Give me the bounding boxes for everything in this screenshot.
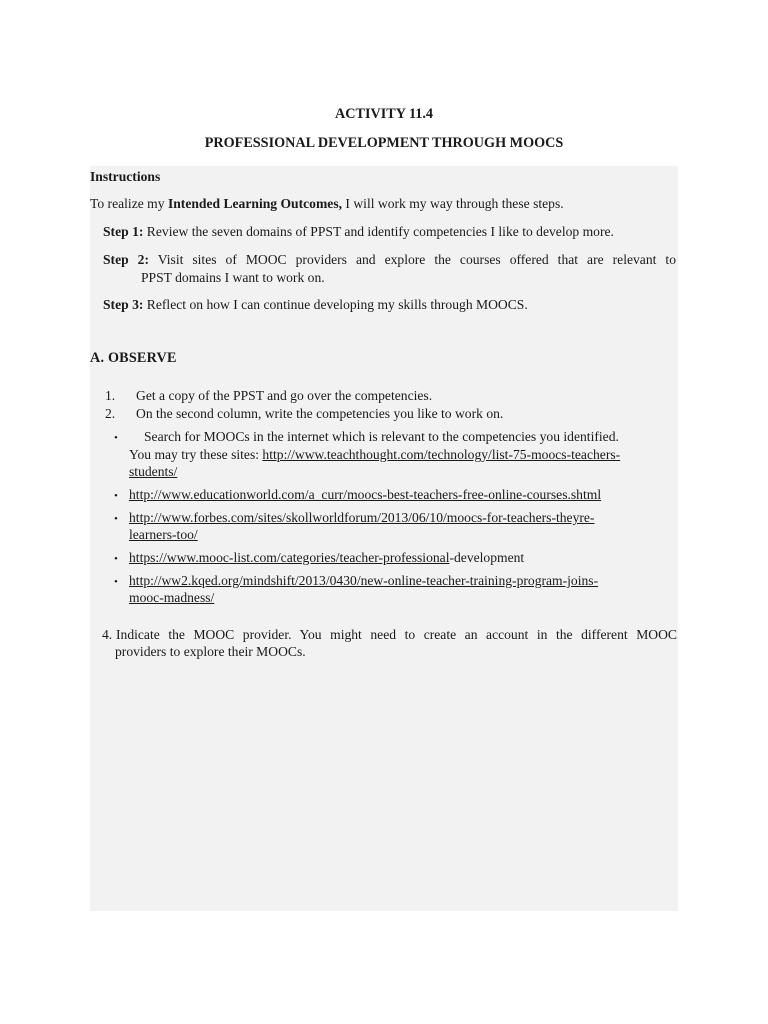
step-label: Step 2: — [103, 252, 149, 267]
bullet-2-line1 — [129, 486, 601, 503]
bullet-icon: • — [114, 490, 118, 502]
bullet-3-line1 — [129, 509, 594, 526]
bullet-1-prefix: You may try these sites: — [129, 447, 263, 462]
step-2-continuation: PPST domains I want to work on. — [141, 270, 325, 285]
bullet-1-line3 — [129, 463, 177, 480]
bullet-icon: • — [114, 513, 118, 525]
teachthought-link-continued[interactable]: students/ — [129, 464, 178, 479]
bullet-icon: • — [114, 432, 118, 444]
instructions-heading: Instructions — [90, 169, 161, 184]
numbered-item-4-line1: Indicate the MOOC provider. You might need to create an account in the different MOOC — [116, 627, 677, 642]
step-text: Reflect on how I can continue developing my skills through MOOCS. — [143, 297, 528, 312]
numbered-item-4-line2: providers to explore their MOOCs. — [115, 644, 306, 659]
mooc-list-suffix: -development — [449, 550, 525, 565]
intro-prefix: To realize my — [90, 196, 168, 211]
step-3 — [103, 296, 678, 313]
bullet-5-line1 — [129, 572, 598, 589]
bullet-1-line1: Search for MOOCs in the internet which is relevant to the competencies you identified. — [144, 429, 619, 444]
numbered-item-1-text: Get a copy of the PPST and go over the competencies. — [136, 388, 433, 403]
activity-title: ACTIVITY 11.4 — [334, 106, 434, 122]
step-label: Step 3: — [103, 297, 144, 312]
step-label: Step 1: — [103, 224, 144, 239]
mooc-list-link[interactable]: https://www.mooc-list.com/categories/teacher-professional — [129, 550, 450, 565]
intro-paragraph — [90, 195, 680, 212]
bullet-4-line1 — [129, 549, 524, 566]
step-2 — [103, 251, 676, 268]
bullet-1-line2 — [129, 446, 679, 463]
forbes-link-continued[interactable]: learners-too/ — [129, 527, 198, 542]
bullet-5-line2 — [129, 589, 214, 606]
educationworld-link[interactable]: http://www.educationworld.com/a_curr/moocs-best-teachers-free-online-courses.shtml — [129, 487, 602, 502]
numbered-item-1-number: 1. — [105, 388, 116, 403]
kqed-link[interactable]: http://ww2.kqed.org/mindshift/2013/0430/new-online-teacher-training-program-joins- — [129, 573, 599, 588]
numbered-item-2-text: On the second column, write the competencies you like to work on. — [136, 406, 504, 421]
step-text: Review the seven domains of PPST and identify competencies I like to develop more. — [143, 224, 614, 239]
bullet-3-line2 — [129, 526, 198, 543]
intro-suffix: I will work my way through these steps. — [342, 196, 564, 211]
bullet-icon: • — [114, 553, 118, 565]
kqed-link-continued[interactable]: mooc-madness/ — [129, 590, 215, 605]
bullet-icon: • — [114, 576, 118, 588]
numbered-item-2-number: 2. — [105, 406, 116, 421]
numbered-item-4-number: 4. — [102, 627, 113, 642]
teachthought-link[interactable]: http://www.teachthought.com/technology/list-75-moocs-teachers- — [262, 447, 621, 462]
step-text: Visit sites of MOOC providers and explore the courses offered that are relevant to — [149, 252, 676, 267]
activity-subtitle: PROFESSIONAL DEVELOPMENT THROUGH MOOCS — [204, 135, 564, 151]
forbes-link[interactable]: http://www.forbes.com/sites/skollworldforum/2013/06/10/moocs-for-teachers-theyre- — [129, 510, 595, 525]
step-1 — [103, 223, 678, 240]
intro-emphasis: Intended Learning Outcomes, — [167, 196, 343, 211]
observe-heading: A. OBSERVE — [90, 350, 177, 366]
